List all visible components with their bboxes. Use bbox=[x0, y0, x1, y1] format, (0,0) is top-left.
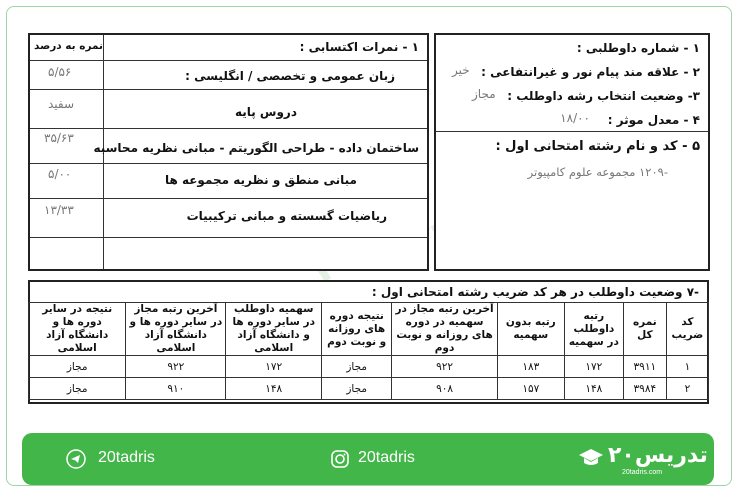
score-row-name: مبانی منطق و نظریه مجموعه ها bbox=[164, 173, 357, 187]
score-row-pct: سفید bbox=[48, 97, 75, 111]
exam-major-value: -۱۲۰۹ مجموعه علوم کامپیوتر bbox=[527, 165, 668, 179]
table-row bbox=[29, 356, 709, 378]
score-row-pct: ۵/۰۰ bbox=[48, 167, 72, 181]
table-header: سهمیه داوطلب در سایر دوره ها و دانشگاه آزاد اسلامی bbox=[226, 303, 322, 356]
table-row bbox=[29, 378, 709, 400]
table-cell: ۱ bbox=[666, 356, 708, 378]
footer-bar bbox=[22, 433, 714, 485]
score-row-name: دروس پایه bbox=[234, 105, 297, 119]
major-status-value: مجاز bbox=[472, 87, 496, 101]
status-table bbox=[28, 302, 709, 400]
gpa-label: ۴ - معدل موثر : bbox=[607, 113, 700, 127]
pnu-interest-value: خیر bbox=[452, 63, 470, 77]
table-header: آخرین رتبه مجاز در سایر دوره ها و دانشگاه آزاد اسلامی bbox=[126, 303, 226, 356]
score-row-pct: ۳۵/۶۳ bbox=[44, 131, 74, 145]
table-header-row bbox=[29, 303, 709, 356]
status-title: -۷ وضعیت داوطلب در هر کد ضریب رشته امتحانی اول : bbox=[371, 285, 699, 299]
table-header: نمره کل bbox=[623, 303, 666, 356]
brand-logo-subtitle: 20tadris.com bbox=[622, 469, 663, 476]
major-status-label: ۳- وضعیت انتخاب رشه داوطلب : bbox=[507, 89, 700, 103]
score-row-pct: ۵/۵۶ bbox=[48, 65, 72, 79]
gpa-value: ۱۸/۰۰ bbox=[560, 111, 590, 125]
score-row-name: ساختمان داده - طراحی الگوریتم - مبانی نظریه محاسبه bbox=[93, 141, 419, 155]
table-header: نتیجه دوره های روزانه و نوبت دوم bbox=[322, 303, 392, 356]
table-cell: مجاز bbox=[29, 356, 126, 378]
table-header: آخرین رتبه مجاز در سهمیه در دوره های روزانه و نوبت دوم bbox=[392, 303, 497, 356]
percent-header: نمره به درصد bbox=[34, 40, 103, 52]
table-cell: ۱۷۲ bbox=[564, 356, 623, 378]
table-cell: ۹۰۸ bbox=[392, 378, 497, 400]
table-cell: ۱۸۳ bbox=[497, 356, 564, 378]
applicant-info-panel bbox=[434, 33, 710, 271]
table-header: کد ضریب bbox=[666, 303, 708, 356]
table-cell: ۳۹۱۱ bbox=[623, 356, 666, 378]
table-cell: ۲ bbox=[666, 378, 708, 400]
exam-major-label: ۵ - کد و نام رشته امتحانی اول : bbox=[495, 139, 700, 154]
score-row-pct: ۱۳/۳۳ bbox=[44, 203, 74, 217]
instagram-handle[interactable]: 20tadris bbox=[358, 449, 415, 466]
scores-title: ۱ - نمرات اکتسابی : bbox=[299, 40, 419, 54]
table-header: نتیجه در سایر دوره ها و دانشگاه آزاد اسلامی bbox=[29, 303, 126, 356]
instagram-icon[interactable] bbox=[330, 449, 350, 469]
telegram-handle[interactable]: 20tadris bbox=[98, 449, 155, 466]
telegram-icon[interactable] bbox=[66, 449, 86, 469]
table-header: رتبه بدون سهمیه bbox=[497, 303, 564, 356]
table-cell: مجاز bbox=[322, 356, 392, 378]
table-cell: ۹۱۰ bbox=[126, 378, 226, 400]
pnu-interest-label: ۲ - علاقه مند پیام نور و غیرانتفاعی : bbox=[481, 65, 700, 79]
table-cell: ۱۴۸ bbox=[226, 378, 322, 400]
table-cell: ۹۲۲ bbox=[126, 356, 226, 378]
applicant-number-label: ۱ - شماره داوطلبی : bbox=[576, 41, 700, 55]
table-cell: ۱۷۲ bbox=[226, 356, 322, 378]
score-row-name: زبان عمومی و تخصصی / انگلیسی : bbox=[185, 69, 395, 83]
table-cell: ۱۵۷ bbox=[497, 378, 564, 400]
scores-panel bbox=[28, 33, 429, 271]
divider bbox=[436, 131, 708, 132]
table-cell: مجاز bbox=[322, 378, 392, 400]
table-cell: ۹۲۲ bbox=[392, 356, 497, 378]
table-cell: ۱۴۸ bbox=[564, 378, 623, 400]
graduation-cap-icon bbox=[578, 447, 604, 469]
table-header: رتبه داوطلب در سهمیه bbox=[564, 303, 623, 356]
table-cell: مجاز bbox=[29, 378, 126, 400]
brand-logo: ۲۰تدریس bbox=[608, 443, 708, 468]
score-row-name: ریاضیات گسسته و مبانی ترکیبیات bbox=[186, 209, 387, 223]
table-cell: ۳۹۸۴ bbox=[623, 378, 666, 400]
